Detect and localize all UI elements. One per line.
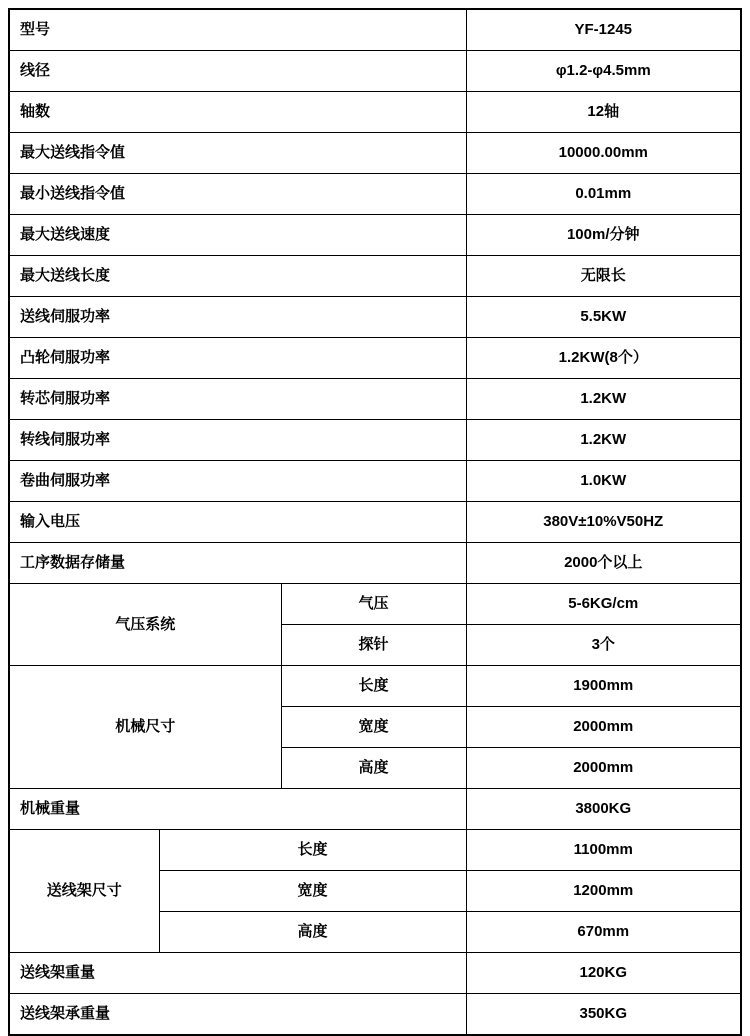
row-value: YF-1245 xyxy=(466,9,741,51)
table-row xyxy=(9,256,741,297)
table-row xyxy=(9,543,741,584)
specification-table-body xyxy=(9,9,741,1035)
table-row xyxy=(9,51,741,92)
row-value: 380V±10%V50HZ xyxy=(466,502,741,543)
row-value: 2000mm xyxy=(466,748,741,789)
row-label: 转芯伺服功率 xyxy=(9,379,466,420)
sub-label: 高度 xyxy=(281,748,466,789)
row-label: 最小送线指令值 xyxy=(9,174,466,215)
row-label: 型号 xyxy=(9,9,466,51)
row-label: 送线架重量 xyxy=(9,953,466,994)
row-label: 最大送线指令值 xyxy=(9,133,466,174)
row-label: 最大送线速度 xyxy=(9,215,466,256)
row-value: 1.2KW xyxy=(466,379,741,420)
table-row xyxy=(9,994,741,1036)
table-row xyxy=(9,379,741,420)
row-value: 10000.00mm xyxy=(466,133,741,174)
table-row xyxy=(9,174,741,215)
table-row xyxy=(9,461,741,502)
sub-label: 探针 xyxy=(281,625,466,666)
row-value: 1.2KW(8个） xyxy=(466,338,741,379)
row-value: 5-6KG/cm xyxy=(466,584,741,625)
row-value: 2000mm xyxy=(466,707,741,748)
row-value: 1.0KW xyxy=(466,461,741,502)
table-row xyxy=(9,338,741,379)
row-value: 1100mm xyxy=(466,830,741,871)
row-value: 12轴 xyxy=(466,92,741,133)
sub-label: 宽度 xyxy=(159,871,466,912)
row-value: 350KG xyxy=(466,994,741,1036)
sub-label: 高度 xyxy=(159,912,466,953)
specification-table xyxy=(8,8,742,1036)
table-row xyxy=(9,420,741,461)
table-row xyxy=(9,215,741,256)
row-label: 送线架承重量 xyxy=(9,994,466,1036)
row-value: 1200mm xyxy=(466,871,741,912)
row-value: 1900mm xyxy=(466,666,741,707)
row-label: 卷曲伺服功率 xyxy=(9,461,466,502)
row-value: 2000个以上 xyxy=(466,543,741,584)
table-row xyxy=(9,297,741,338)
row-label: 线径 xyxy=(9,51,466,92)
row-value: 无限长 xyxy=(466,256,741,297)
table-row xyxy=(9,584,741,625)
group-label: 机械尺寸 xyxy=(9,666,281,789)
group-label: 送线架尺寸 xyxy=(9,830,159,953)
row-value: 100m/分钟 xyxy=(466,215,741,256)
sub-label: 长度 xyxy=(159,830,466,871)
row-value: 1.2KW xyxy=(466,420,741,461)
row-value: 5.5KW xyxy=(466,297,741,338)
row-label: 工序数据存储量 xyxy=(9,543,466,584)
table-row xyxy=(9,133,741,174)
sub-label: 长度 xyxy=(281,666,466,707)
row-label: 机械重量 xyxy=(9,789,466,830)
row-value: 3800KG xyxy=(466,789,741,830)
row-value: 670mm xyxy=(466,912,741,953)
row-value: 3个 xyxy=(466,625,741,666)
row-label: 送线伺服功率 xyxy=(9,297,466,338)
table-row xyxy=(9,830,741,871)
table-row xyxy=(9,502,741,543)
sub-label: 宽度 xyxy=(281,707,466,748)
table-row xyxy=(9,9,741,51)
row-label: 轴数 xyxy=(9,92,466,133)
row-value: φ1.2-φ4.5mm xyxy=(466,51,741,92)
row-label: 最大送线长度 xyxy=(9,256,466,297)
row-label: 凸轮伺服功率 xyxy=(9,338,466,379)
row-label: 转线伺服功率 xyxy=(9,420,466,461)
row-value: 0.01mm xyxy=(466,174,741,215)
group-label: 气压系统 xyxy=(9,584,281,666)
row-value: 120KG xyxy=(466,953,741,994)
row-label: 输入电压 xyxy=(9,502,466,543)
table-row xyxy=(9,666,741,707)
table-row xyxy=(9,789,741,830)
sub-label: 气压 xyxy=(281,584,466,625)
table-row xyxy=(9,953,741,994)
table-row xyxy=(9,92,741,133)
